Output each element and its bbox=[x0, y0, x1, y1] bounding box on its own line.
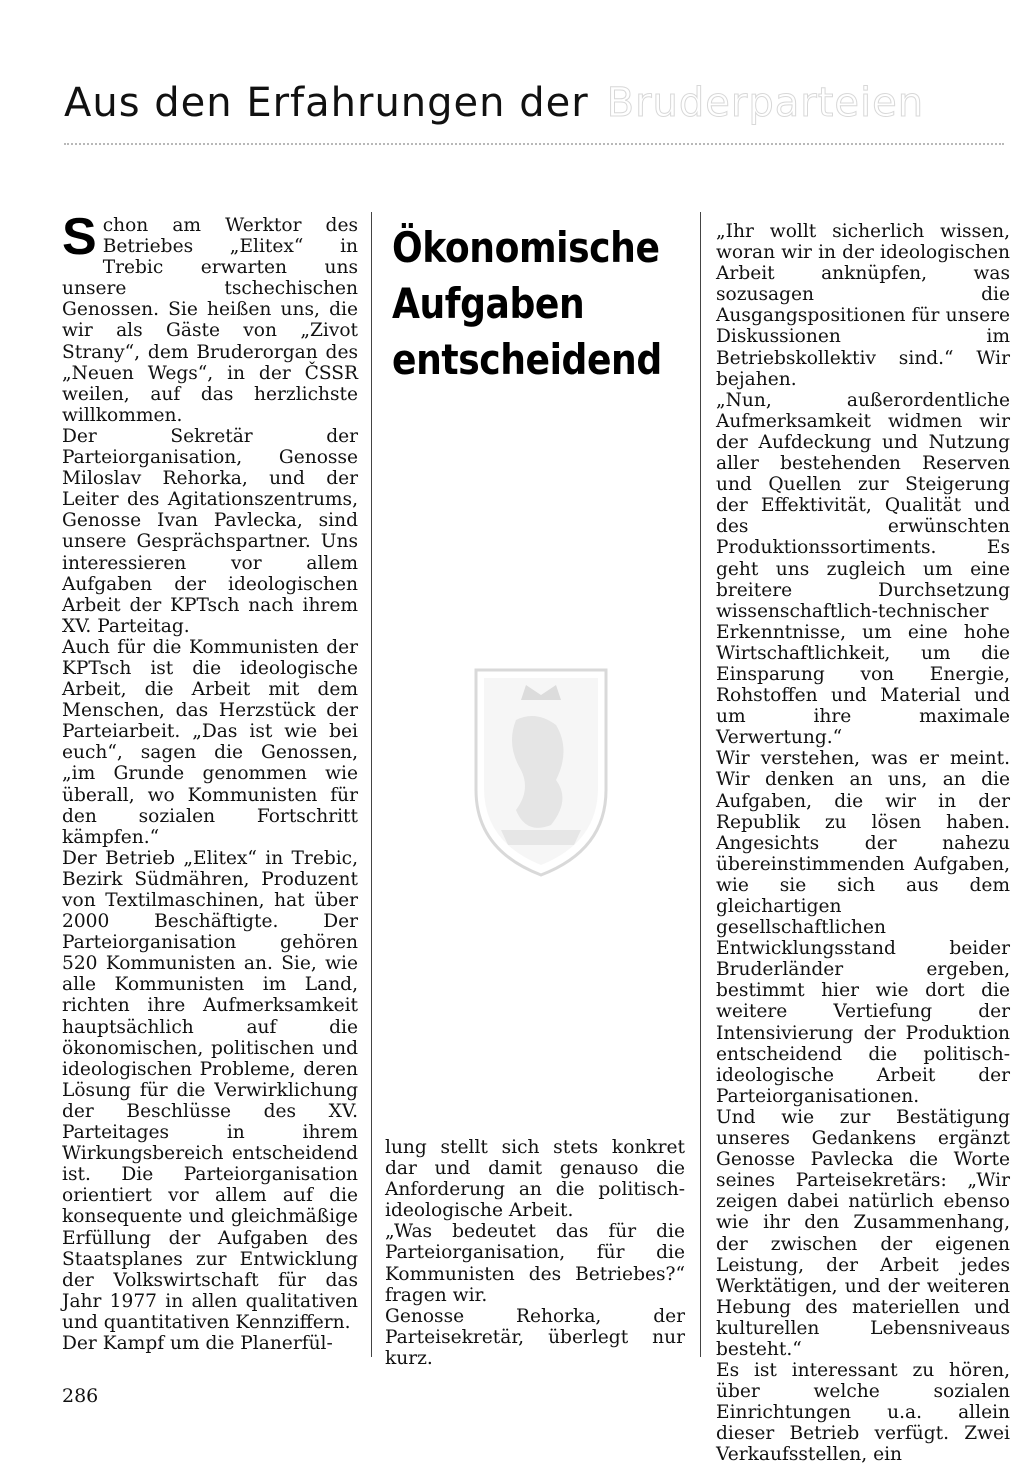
paragraph: Und wie zur Bestätigung unseres Gedankens ergänzt Genosse Pavlecka die Worte seines Parteisekretärs: „Wir zeigen dabei natürlich ebenso wie ihr den Zusammenhang, der zwischen der eigenen Leistung, der Arbeit jedes Werktätigen, und der weiteren Hebung des materiellen und kulturellen Lebensniveaus besteht.“ bbox=[716, 1106, 1010, 1360]
paragraph: „Nun, außerordentliche Aufmerksamkeit widmen wir der Aufdeckung und Nutzung aller bestehenden Reserven und Quellen zur Steigerung der Effektivität, Qualität und des erwünschten Produktionssortiments. Es geht uns zugleich um eine breitere Durchsetzung wissenschaftlich-technischer Erkenntnisse, um eine hohe Wirtschaftlichkeit, um die Einsparung von Energie, Rohstoffen und Material und um ihre maximale Verwertung.“ bbox=[716, 389, 1010, 749]
column-divider-right bbox=[700, 212, 701, 1357]
paragraph: Der Betrieb „Elitex“ in Trebic, Bezirk Südmähren, Produzent von Textilmaschinen, hat über 2000 Beschäftigte. Der Parteiorganisation gehören 520 Kommunisten an. Sie, wie alle Kommunisten im Land, richten ihre Aufmerksamkeit hauptsächlich auf die ökonomischen, politischen und ideologischen Probleme, deren Lösung für die Verwirklichung der Beschlüsse des XV. Parteitages in ihrem Wirkungsbereich entscheidend ist. Die Parteiorganisation orientiert vor allem auf die konsequente und gleichmäßige Erfüllung der Aufgaben des Staatsplanes zur Entwicklung der Volkswirtschaft für das Jahr 1977 in allen qualitativen und quantitativen Kennziffern. bbox=[62, 847, 358, 1333]
section-title: Aus den Erfahrungen der bbox=[64, 80, 589, 126]
header-divider bbox=[64, 143, 1004, 145]
paragraph: Der Kampf um die Planerfül- bbox=[62, 1332, 333, 1354]
paragraph: Wir verstehen, was er meint. Wir denken an uns, an die Aufgaben, die wir in der Republik zu lösen haben. Angesichts der nahezu übereinstimmenden Aufgaben, wie sie sich aus dem gleichartigen gesellschaftlichen Entwicklungsstand beider Bruderländer ergeben, bestimmt hier wie dort die weitere Vertiefung der Intensivierung der Produktion entscheidend die politisch-ideologische Arbeit der Parteiorganisationen. bbox=[716, 748, 1010, 1107]
paragraph: lung stellt sich stets konkret dar und damit genauso die Anforderung an die politisch-ideologische Arbeit. bbox=[385, 1137, 685, 1222]
headline-line: Ökonomische bbox=[392, 223, 660, 272]
headline-line: entscheidend bbox=[392, 335, 662, 384]
right-text-column bbox=[716, 221, 1010, 1466]
state-emblem-icon bbox=[466, 660, 616, 880]
article-headline bbox=[392, 220, 662, 388]
section-title-faded: Bruderparteien bbox=[606, 80, 925, 126]
headline-line: Aufgaben bbox=[392, 279, 585, 328]
middle-text-column bbox=[385, 1137, 685, 1369]
paragraph: Schon am Werktor des Betriebes „Elitex“ in Trebic erwarten uns unsere tschechischen Genossen. Sie heißen uns, die wir als Gäste von „Zivot Strany“, dem Bruderorgan des „Neuen Wegs“, in der ČSSR weilen, auf das herzlichste willkommen. bbox=[62, 208, 358, 426]
paragraph: „Was bedeutet das für die Parteiorganisation, für die Kommunisten des Betriebes?“ fragen wir. bbox=[385, 1221, 685, 1306]
paragraph: Es ist interessant zu hören, über welche sozialen Einrichtungen u.a. allein dieser Betrieb verfügt. Zwei Verkaufsstellen, ein bbox=[716, 1360, 1010, 1466]
drop-cap: S bbox=[62, 208, 97, 266]
left-text-column bbox=[62, 208, 358, 1354]
page-number: 286 bbox=[62, 1385, 99, 1407]
paragraph: Der Sekretär der Parteiorganisation, Genosse Miloslav Rehorka, und der Leiter des Agitationszentrums, Genosse Ivan Pavlecka, sind unsere Gesprächspartner. Uns interessieren vor allem Aufgaben der ideologischen Arbeit der KPTsch nach ihrem XV. Parteitag. bbox=[62, 425, 358, 637]
column-divider-left bbox=[371, 212, 372, 1357]
paragraph: „Ihr wollt sicherlich wissen, woran wir in der ideologischen Arbeit anknüpfen, was sozusagen die Ausgangspositionen für unsere Diskussionen im Betriebskollektiv sind.“ Wir bejahen. bbox=[716, 221, 1010, 390]
paragraph: Genosse Rehorka, der Parteisekretär, überlegt nur kurz. bbox=[385, 1305, 685, 1369]
section-header bbox=[64, 80, 994, 140]
paragraph: Auch für die Kommunisten der KPTsch ist die ideologische Arbeit, die Arbeit mit dem Menschen, das Herzstück der Parteiarbeit. „Das ist wie bei euch“, sagen die Genossen, „im Grunde genommen wie überall, wo Kommunisten für den sozialen Fortschritt kämpfen.“ bbox=[62, 636, 358, 848]
